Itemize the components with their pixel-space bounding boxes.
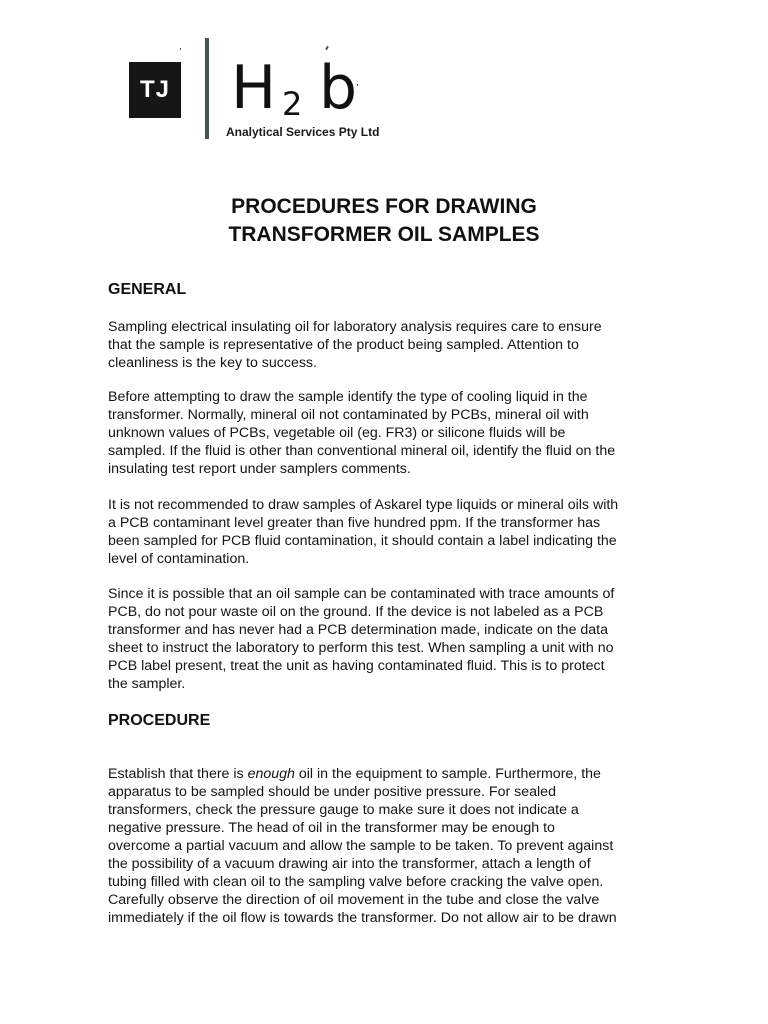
paragraph-line: the possibility of a vacuum drawing air into the transformer, attach a length of <box>108 856 591 872</box>
paragraph-line: been sampled for PCB fluid contamination, it should contain a label indicating the <box>108 533 617 549</box>
paragraph-line: It is not recommended to draw samples of Askarel type liquids or mineral oils with <box>108 497 619 513</box>
paragraph-line: insulating test report under samplers comments. <box>108 461 411 477</box>
scan-speck <box>325 46 329 50</box>
paragraph-line: Before attempting to draw the sample identify the type of cooling liquid in the <box>108 389 588 405</box>
logo-divider-bar <box>205 38 209 139</box>
paragraph-text: Establish that there is <box>108 766 248 782</box>
paragraph-line: level of contamination. <box>108 551 250 567</box>
paragraph-line: a PCB contaminant level greater than five hundred ppm. If the transformer has <box>108 515 601 531</box>
h2b-logo <box>231 53 371 128</box>
company-name: Analytical Services Pty Ltd <box>226 125 380 139</box>
document-title-line: TRANSFORMER OIL SAMPLES <box>228 223 540 246</box>
paragraph-line: transformer. Normally, mineral oil not contaminated by PCBs, mineral oil with <box>108 407 589 423</box>
emphasis-text: enough <box>247 766 295 782</box>
paragraph-line: sampled. If the fluid is other than conventional mineral oil, identify the fluid on the <box>108 443 616 459</box>
document-title-line: PROCEDURES FOR DRAWING <box>231 195 537 218</box>
general-paragraph-1 <box>108 318 668 372</box>
paragraph-line: apparatus to be sampled should be under positive pressure. For sealed <box>108 784 556 800</box>
paragraph-line: sheet to instruct the laboratory to perform this test. When sampling a unit with no <box>108 640 614 656</box>
paragraph-line: transformers, check the pressure gauge to make sure it does not indicate a <box>108 802 579 818</box>
tj-logo-text: TJ <box>139 76 170 103</box>
procedure-paragraph <box>108 765 668 927</box>
paragraph-line: transformer and has never had a PCB determination made, indicate on the data <box>108 622 609 638</box>
section-heading-procedure: PROCEDURE <box>108 712 211 729</box>
scan-speck <box>180 48 181 50</box>
paragraph-text: oil in the equipment to sample. Furthermore, the <box>294 766 601 782</box>
section-heading-general: GENERAL <box>108 281 187 298</box>
h2b-logo-h: H <box>231 53 277 123</box>
paragraph-line: negative pressure. The head of oil in the transformer may be enough to <box>108 820 555 836</box>
document-title <box>108 193 660 249</box>
general-paragraph-4 <box>108 585 668 693</box>
paragraph-line: unknown values of PCBs, vegetable oil (eg. FR3) or silicone fluids will be <box>108 425 566 441</box>
paragraph-line: Sampling electrical insulating oil for laboratory analysis requires care to ensure <box>108 319 602 335</box>
paragraph-line: Carefully observe the direction of oil movement in the tube and close the valve <box>108 892 600 908</box>
paragraph-line: tubing filled with clean oil to the sampling valve before cracking the valve open. <box>108 874 604 890</box>
paragraph-line: immediately if the oil flow is towards the transformer. Do not allow air to be drawn <box>108 910 617 926</box>
paragraph-line: PCB, do not pour waste oil on the ground. If the device is not labeled as a PCB <box>108 604 604 620</box>
paragraph-line: that the sample is representative of the product being sampled. Attention to <box>108 337 579 353</box>
paragraph-line: overcome a partial vacuum and allow the sample to be taken. To prevent against <box>108 838 614 854</box>
paragraph-line: PCB label present, treat the unit as having contaminated fluid. This is to protect <box>108 658 605 674</box>
paragraph-line <box>108 765 668 783</box>
h2b-logo-subscript: 2 <box>282 85 303 123</box>
tj-logo-badge <box>129 62 181 118</box>
scan-speck <box>357 84 358 86</box>
h2b-logo-b: b <box>319 53 358 123</box>
general-paragraph-2 <box>108 388 668 478</box>
paragraph-line: cleanliness is the key to success. <box>108 355 317 371</box>
paragraph-line: Since it is possible that an oil sample can be contaminated with trace amounts of <box>108 586 615 602</box>
paragraph-line: the sampler. <box>108 676 186 692</box>
general-paragraph-3 <box>108 496 668 568</box>
